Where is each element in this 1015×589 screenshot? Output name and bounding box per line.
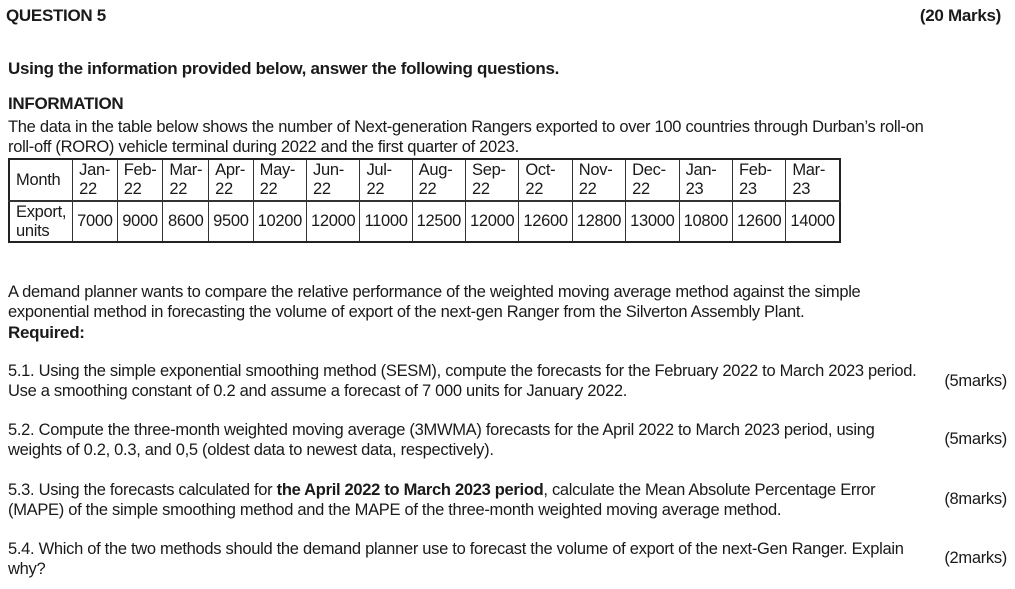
- table-row-exports: [9, 201, 840, 242]
- month-year: 22: [259, 180, 278, 198]
- question-title: QUESTION 5: [6, 6, 106, 25]
- question-5-4: 5.4. Which of the two methods should the demand planner use to forecast the volume of export of the next-Gen Ranger. Explain why?: [8, 540, 904, 578]
- export-value-cell: 10800: [679, 201, 732, 242]
- export-value-cell: 12500: [412, 201, 465, 242]
- export-value-cell: 12600: [732, 201, 785, 242]
- row-label-export: [9, 201, 73, 242]
- export-value-cell: 14000: [786, 201, 840, 242]
- month-header-cell: [253, 159, 306, 201]
- question-5-3-part-b: , calculate the Mean Absolute Percentage Error (MAPE) of the simple smoothing method and the MAPE of the three-month weighted moving average method.: [8, 481, 876, 519]
- question-5-3-bold-period: the April 2022 to March 2023 period: [276, 481, 544, 499]
- month-year: 22: [123, 180, 142, 198]
- month-header-cell: [786, 159, 840, 201]
- month-header-cell: [732, 159, 785, 201]
- month-name: Mar-: [169, 161, 203, 179]
- export-value-cell: 12000: [466, 201, 519, 242]
- month-name: Mar-: [792, 161, 826, 179]
- row-label-export-line1: Export,: [16, 202, 67, 221]
- question-5-1: 5.1. Using the simple exponential smoothing method (SESM), compute the forecasts for the February 2022 to March 2023 period. Use a smoothing constant of 0.2 and assume a forecast of 7 000 units for January 2022.: [8, 362, 917, 400]
- instruction-text: Using the information provided below, answer the following questions.: [8, 59, 560, 78]
- export-value-cell: 12600: [519, 201, 572, 242]
- month-year: 22: [418, 180, 437, 198]
- question-5-1-marks: (5marks): [944, 372, 1007, 390]
- month-year: 23: [792, 180, 811, 198]
- question-5-3: [8, 480, 928, 520]
- month-name: Feb-: [123, 161, 157, 179]
- export-value-cell: 7000: [73, 201, 118, 242]
- question-5-4-marks: (2marks): [944, 549, 1007, 567]
- question-5-3-marks: (8marks): [944, 490, 1007, 508]
- export-value-cell: 10200: [253, 201, 306, 242]
- month-year: 22: [578, 180, 597, 198]
- month-header-cell: [307, 159, 360, 201]
- scenario-paragraph: A demand planner wants to compare the relative performance of the weighted moving average method against the simple exponential method in forecasting the volume of export of the next-gen Ranger from the Silverton Assembly Plant.: [8, 283, 861, 321]
- month-header-cell: [679, 159, 732, 201]
- month-year: 23: [738, 180, 757, 198]
- month-year: 22: [215, 180, 233, 198]
- month-header-cell: [117, 159, 163, 201]
- month-name: Jan-: [685, 161, 717, 179]
- export-value-cell: 13000: [626, 201, 679, 242]
- export-value-cell: 8600: [163, 201, 209, 242]
- month-name: Aug-: [418, 161, 453, 179]
- month-header-cell: [73, 159, 118, 201]
- month-name: Dec-: [632, 161, 666, 179]
- month-year: 22: [169, 180, 188, 198]
- information-heading: INFORMATION: [8, 94, 124, 113]
- row-label-month: Month: [9, 159, 73, 201]
- export-value-cell: 12000: [307, 201, 360, 242]
- table-row-months: [9, 159, 840, 201]
- export-value-cell: 9000: [117, 201, 163, 242]
- export-value-cell: 9500: [209, 201, 254, 242]
- month-year: 22: [313, 180, 331, 198]
- month-name: Nov-: [578, 161, 613, 179]
- month-header-cell: [519, 159, 572, 201]
- month-name: May-: [259, 161, 296, 179]
- question-5-2-marks: (5marks): [944, 430, 1007, 448]
- month-name: Jul-: [366, 161, 392, 179]
- month-name: Jun-: [313, 161, 344, 179]
- month-name: Sep-: [472, 161, 506, 179]
- month-year: 22: [632, 180, 650, 198]
- question-5-2: 5.2. Compute the three-month weighted moving average (3MWMA) forecasts for the April 2022 to March 2023 period, using weights of 0.2, 0.3, and 0,5 (oldest data to newest data, respectively).: [8, 421, 875, 459]
- export-value-cell: 12800: [572, 201, 625, 242]
- required-heading: Required:: [8, 323, 85, 342]
- month-header-cell: [626, 159, 679, 201]
- question-total-marks: (20 Marks): [919, 6, 1001, 25]
- month-header-cell: [163, 159, 209, 201]
- export-value-cell: 11000: [360, 201, 412, 242]
- month-header-cell: [412, 159, 465, 201]
- export-data-table: [8, 158, 841, 243]
- month-name: Jan-: [79, 161, 111, 179]
- month-year: 22: [472, 180, 490, 198]
- information-paragraph: The data in the table below shows the number of Next-generation Rangers exported to over 100 countries through Durban’s roll-on roll-off (RORO) vehicle terminal during 2022 and the first quarter of 2023.: [8, 118, 924, 156]
- month-year: 23: [685, 180, 704, 198]
- month-year: 22: [366, 180, 385, 198]
- row-label-export-line2: units: [16, 221, 50, 240]
- month-header-cell: [360, 159, 412, 201]
- month-header-cell: [572, 159, 625, 201]
- question-5-3-part-a: 5.3. Using the forecasts calculated for: [8, 481, 277, 499]
- month-header-cell: [466, 159, 519, 201]
- month-name: Apr-: [215, 161, 246, 179]
- month-year: 22: [525, 180, 544, 198]
- month-header-cell: [209, 159, 254, 201]
- month-name: Feb-: [738, 161, 772, 179]
- month-year: 22: [79, 180, 97, 198]
- month-name: Oct-: [525, 161, 556, 179]
